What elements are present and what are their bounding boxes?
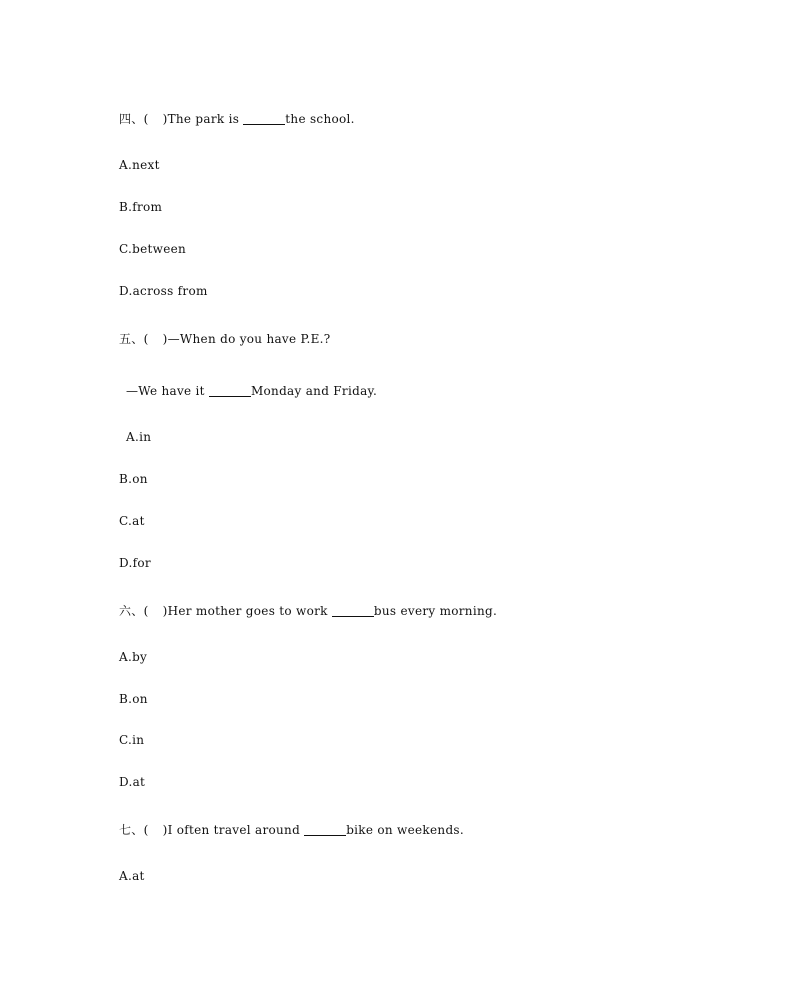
stem-text: —When do you have P.E.?	[167, 332, 331, 346]
option-a: A.by	[119, 650, 148, 664]
option-b: B.on	[119, 692, 148, 706]
option-d: D.across from	[119, 284, 208, 298]
option-d: D.at	[119, 775, 146, 789]
stem-text: —We have it	[126, 384, 209, 398]
answer-paren-close: )	[162, 604, 168, 618]
question-number: 四、	[119, 112, 144, 126]
question-7-stem	[119, 822, 464, 838]
question-number: 六、	[119, 604, 144, 618]
question-6-stem	[119, 603, 497, 619]
stem-text: Monday and Friday.	[250, 384, 378, 398]
question-5-stem	[119, 331, 331, 347]
option-c: C.in	[119, 733, 145, 747]
option-c: C.at	[119, 514, 145, 528]
fill-in-blank[interactable]	[332, 604, 374, 617]
stem-text: the school.	[285, 112, 355, 126]
answer-paren-close: )	[162, 112, 168, 126]
answer-paren-open: (	[143, 332, 149, 346]
question-4-stem	[119, 111, 355, 127]
option-a: A.in	[126, 430, 152, 444]
fill-in-blank[interactable]	[304, 823, 346, 836]
option-b: B.from	[119, 200, 163, 214]
option-a: A.at	[119, 869, 145, 883]
answer-paren-close: )	[162, 332, 168, 346]
fill-in-blank[interactable]	[243, 112, 285, 125]
question-number: 五、	[119, 332, 144, 346]
stem-text: I often travel around	[167, 823, 305, 837]
stem-text: bike on weekends.	[346, 823, 464, 837]
question-5-reply	[126, 383, 377, 399]
option-d: D.for	[119, 556, 151, 570]
option-b: B.on	[119, 472, 148, 486]
stem-text: The park is	[167, 112, 244, 126]
fill-in-blank[interactable]	[209, 384, 251, 397]
answer-paren-open: (	[143, 112, 149, 126]
question-number: 七、	[119, 823, 144, 837]
answer-paren-open: (	[143, 604, 149, 618]
answer-paren-open: (	[143, 823, 149, 837]
stem-text: bus every morning.	[373, 604, 498, 618]
option-a: A.next	[119, 158, 160, 172]
option-c: C.between	[119, 242, 187, 256]
stem-text: Her mother goes to work	[167, 604, 332, 618]
answer-paren-close: )	[162, 823, 168, 837]
